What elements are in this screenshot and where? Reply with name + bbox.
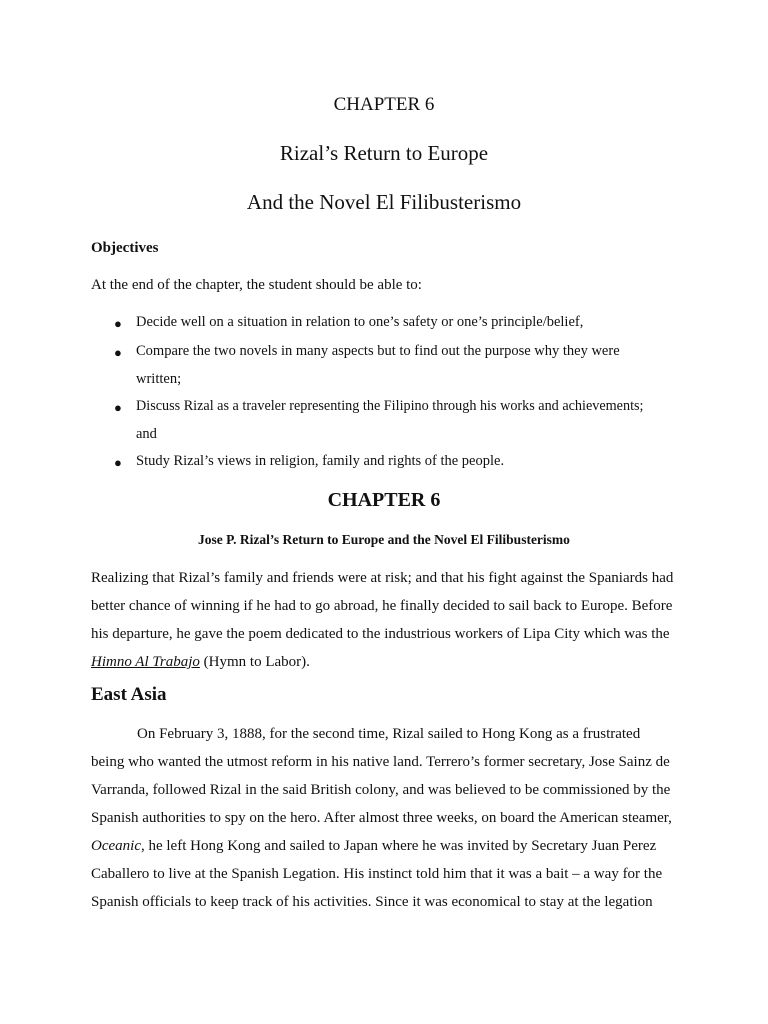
paragraph-line	[91, 648, 681, 676]
objectives-intro: At the end of the chapter, the student should be able to:	[91, 277, 422, 293]
paragraph-line: Realizing that Rizal’s family and friends were at risk; and that his fight against the Spaniards had	[91, 570, 674, 586]
bullet-text-continued: written;	[136, 371, 182, 387]
steamer-name: Oceanic	[91, 838, 141, 854]
paragraph-line: On February 3, 1888, for the second time, Rizal sailed to Hong Kong as a frustrated	[137, 726, 641, 742]
chapter-title-line1: Rizal’s Return to Europe	[279, 141, 489, 165]
chapter-heading: CHAPTER 6	[333, 94, 435, 115]
bullet-icon: ●	[114, 400, 122, 415]
paragraph-line: better chance of winning if he had to go abroad, he finally decided to sail back to Europe. Before	[91, 598, 673, 614]
bullet-icon: ●	[114, 316, 122, 331]
bullet-text: Decide well on a situation in relation to one’s safety or one’s principle/belief,	[136, 314, 584, 330]
bullet-text: Compare the two novels in many aspects but to find out the purpose why they were	[136, 343, 620, 359]
paragraph-line: Caballero to live at the Spanish Legation. His instinct told him that it was a bait – a way for the	[91, 866, 663, 882]
bullet-icon: ●	[114, 455, 122, 470]
paragraph-line: his departure, he gave the poem dedicated to the industrious workers of Lipa City which was the	[91, 626, 670, 642]
paragraph-line	[91, 832, 681, 860]
paragraph-line: Varranda, followed Rizal in the said British colony, and was believed to be commissioned by the	[91, 782, 671, 798]
chapter-title-line2: And the Novel El Filibusterismo	[246, 190, 522, 214]
chapter-subtitle: Jose P. Rizal’s Return to Europe and the Novel El Filibusterismo	[198, 532, 570, 547]
bullet-text-continued: and	[136, 426, 157, 442]
paragraph-line: Spanish officials to keep track of his activities. Since it was economical to stay at the legation	[91, 894, 653, 910]
paragraph-line: Spanish authorities to spy on the hero. After almost three weeks, on board the American steamer,	[91, 810, 672, 826]
bullet-text: Study Rizal’s views in religion, family and rights of the people.	[136, 453, 505, 469]
section-heading-east-asia: East Asia	[91, 684, 167, 705]
chapter-heading-repeat: CHAPTER 6	[327, 489, 441, 511]
bullet-text: Discuss Rizal as a traveler representing the Filipino through his works and achievements;	[136, 398, 644, 414]
east-asia-paragraph	[91, 720, 681, 916]
intro-paragraph	[91, 564, 681, 676]
paragraph-text: (Hymn to Labor).	[199, 654, 310, 670]
paragraph-line: being who wanted the utmost reform in his native land. Terrero’s former secretary, Jose Sainz de	[91, 754, 670, 770]
paragraph-text: , he left Hong Kong and sailed to Japan where he was invited by Secretary Juan Perez	[140, 838, 657, 854]
objectives-heading: Objectives	[91, 240, 159, 256]
bullet-icon: ●	[114, 345, 122, 360]
hymn-title: Himno Al Trabajo	[91, 654, 200, 670]
